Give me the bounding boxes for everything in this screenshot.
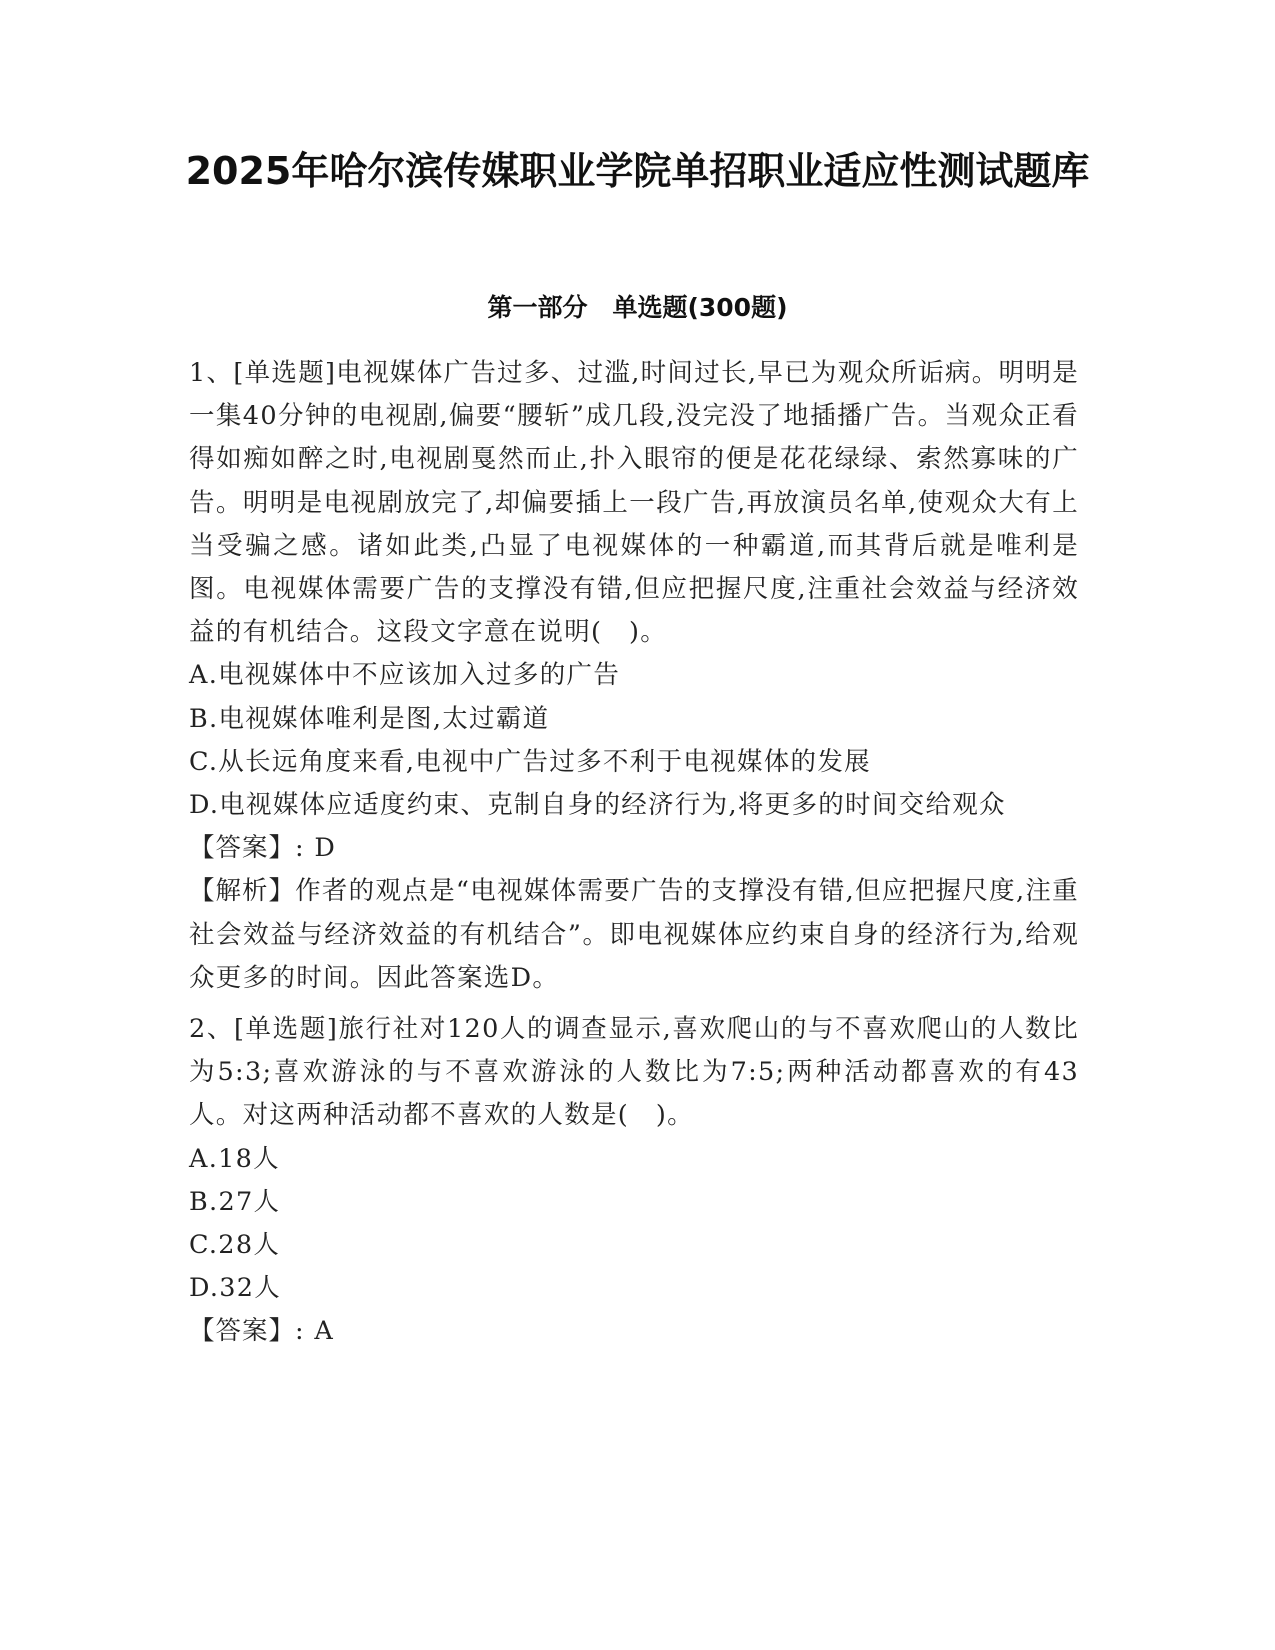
section-heading: 第一部分 单选题(300题) <box>487 293 788 322</box>
option-d: D.电视媒体应适度约束、克制自身的经济行为,将更多的时间交给观众 <box>189 790 1006 821</box>
option-c: C.从长远角度来看,电视中广告过多不利于电视媒体的发展 <box>189 746 871 777</box>
option-c: C.28人 <box>189 1230 281 1261</box>
option-b: B.27人 <box>189 1186 281 1217</box>
answer-line <box>189 1310 1079 1353</box>
question-2 <box>189 1008 1079 1354</box>
question-stem: 2、[单选题]旅行社对120人的调查显示,喜欢爬山的与不喜欢爬山的人数比为5:3;喜欢游泳的与不喜欢游泳的人数比为7:5;两种活动都喜欢的有43人。对这两种活动都不喜欢的人数是( )。 <box>189 1014 1079 1131</box>
document-title: 2025年哈尔滨传媒职业学院单招职业适应性测试题库 <box>185 149 1090 193</box>
question-list <box>189 352 1079 1354</box>
option-d: D.32人 <box>189 1273 282 1304</box>
answer-value: A <box>314 1316 335 1347</box>
answer-label: 【答案】 <box>189 1316 296 1347</box>
answer-label: 【答案】 <box>189 833 296 864</box>
answer-value: D <box>314 833 337 864</box>
question-stem: 1、[单选题]电视媒体广告过多、过滥,时间过长,早已为观众所诟病。明明是一集40分钟的电视剧,偏要“腰斩”成几段,没完没了地插播广告。当观众正看得如痴如醉之时,电视剧戛然而止,扑入眼帘的便是花花绿绿、索然寡味的广告。明明是电视剧放完了,却偏要插上一段广告,再放演员名单,使观众大有上当受骗之感。诸如此类,凸显了电视媒体的一种霸道,而其背后就是唯利是图。电视媒体需要广告的支撑没有错,但应把握尺度,注重社会效益与经济效益的有机结合。这段文字意在说明( )。 <box>189 358 1079 648</box>
option-b: B.电视媒体唯利是图,太过霸道 <box>189 703 550 734</box>
answer-line <box>189 827 1079 870</box>
analysis <box>189 870 1079 1000</box>
analysis-label: 【解析】 <box>189 876 296 907</box>
analysis-text: 作者的观点是“电视媒体需要广告的支撑没有错,但应把握尺度,注重社会效益与经济效益的有机结合”。即电视媒体应约束自身的经济行为,给观众更多的时间。因此答案选D。 <box>189 876 1079 993</box>
question-1 <box>189 352 1079 1000</box>
option-a: A.18人 <box>189 1143 280 1174</box>
option-a: A.电视媒体中不应该加入过多的广告 <box>189 660 621 691</box>
answer-separator: : <box>295 833 305 864</box>
answer-separator: : <box>295 1316 305 1347</box>
